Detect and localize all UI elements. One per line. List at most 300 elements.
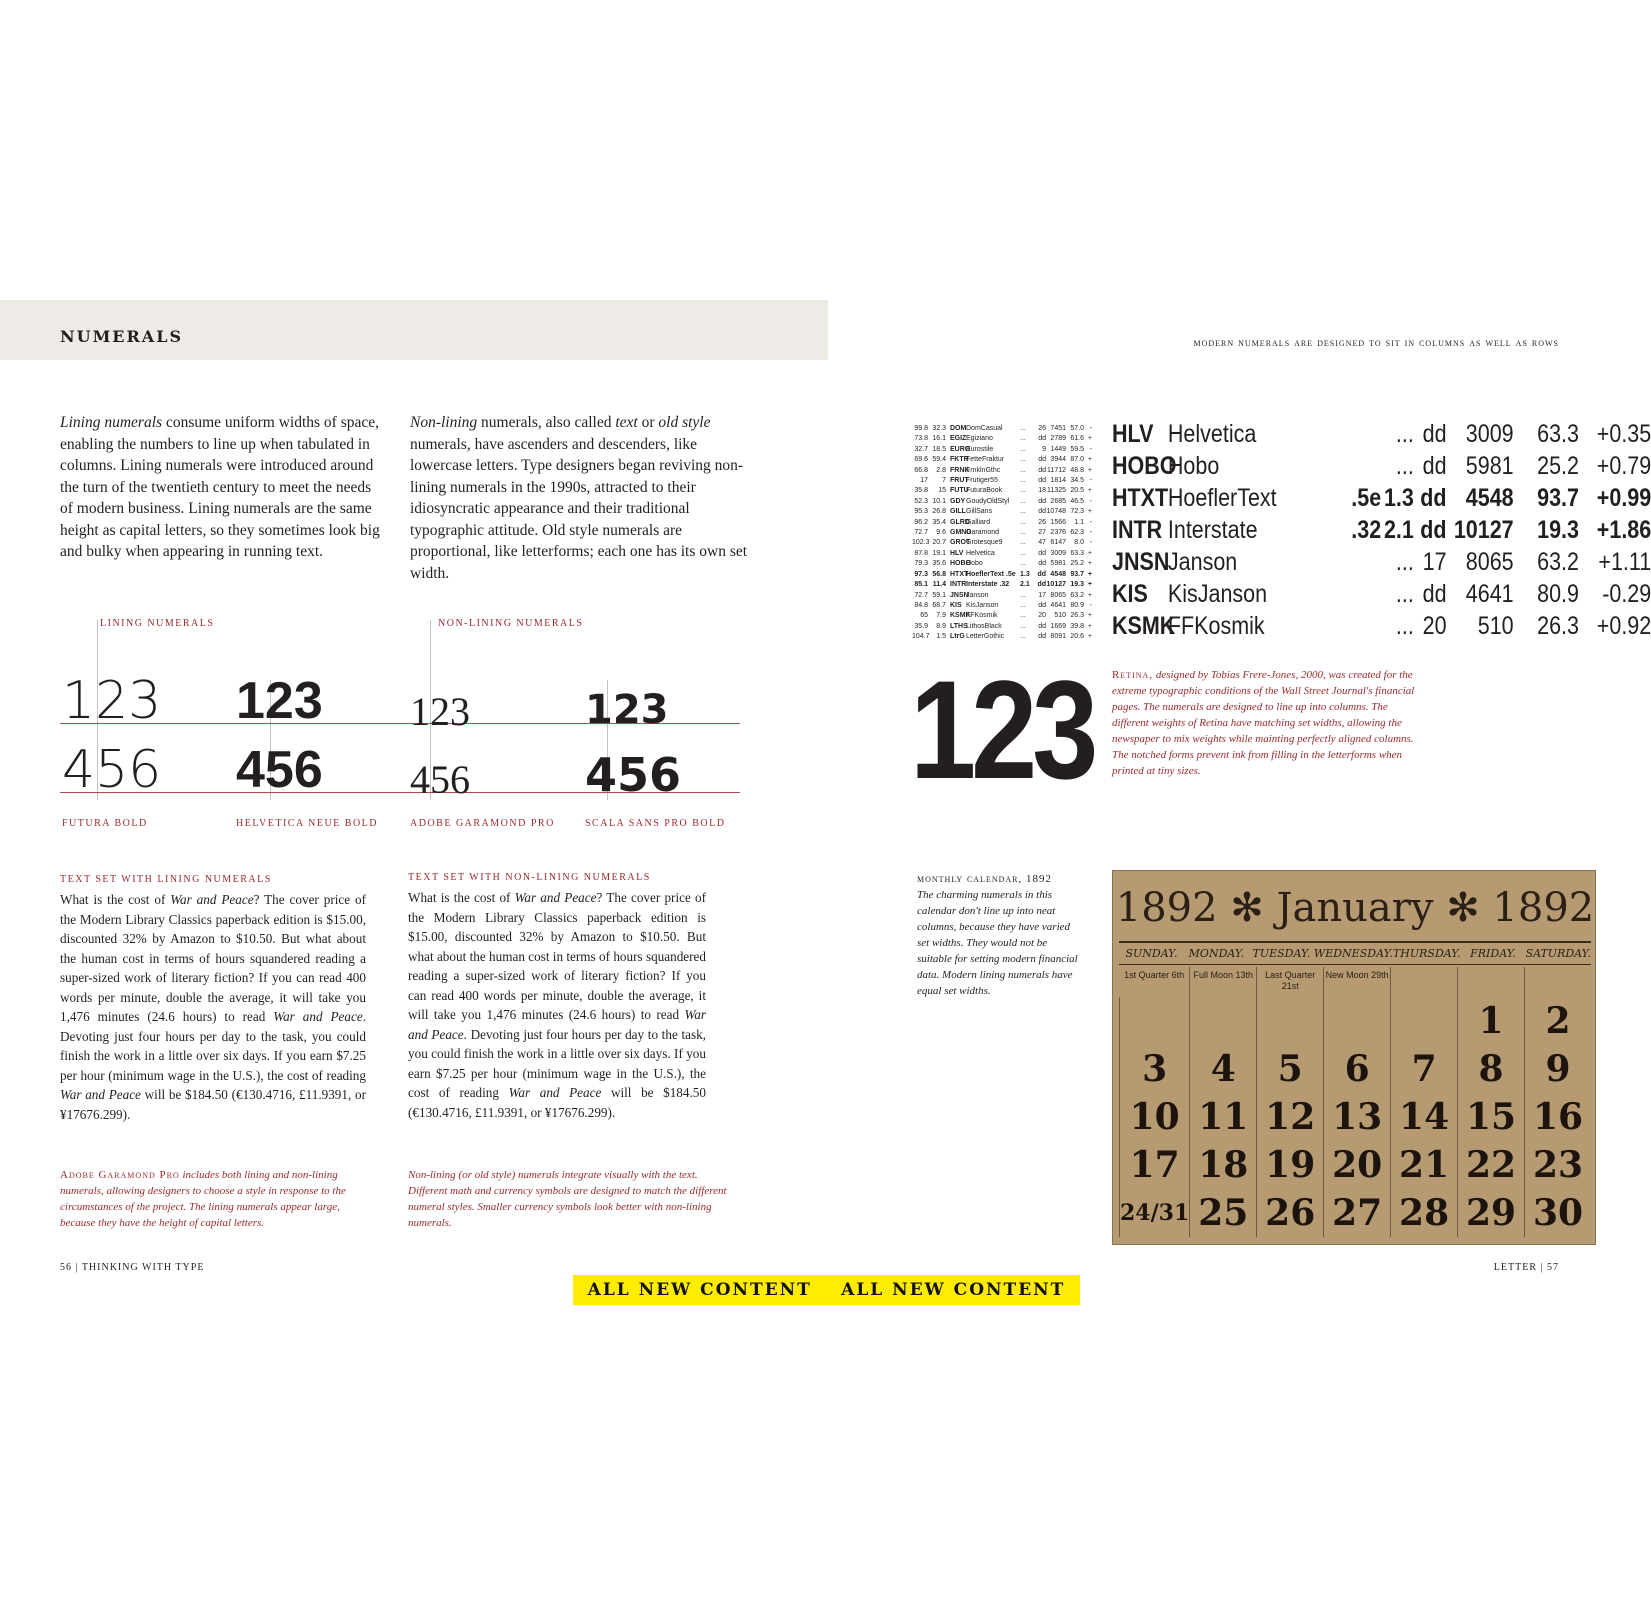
- tiny-table-cell: 5981: [1050, 560, 1066, 568]
- garamond-specimen-456: 456: [410, 757, 470, 802]
- tiny-table-cell: 85.1: [914, 581, 928, 589]
- tiny-table-cell: GDY: [950, 497, 966, 505]
- large-table-cell: Hobo: [1167, 452, 1220, 480]
- tiny-table-cell: 1669: [1050, 622, 1066, 630]
- calendar-day: 27: [1323, 1189, 1390, 1237]
- large-table-row: [1112, 482, 1651, 514]
- calendar-note: monthly calendar, 1892 The charming numerals in this calendar don't line up into neat columns, because they have varied set widths. They would not be suitable for setting modern financial data. Modern lining numerals have equal set widths.: [917, 873, 1078, 997]
- tiny-table-cell: 32.3: [932, 425, 946, 432]
- large-table-cell: 1.3: [1383, 484, 1414, 512]
- calendar-day: 10: [1119, 1093, 1189, 1141]
- tiny-table-cell: 8.0: [1074, 539, 1084, 547]
- tiny-table-cell: FetteFraktur: [966, 456, 1005, 464]
- calendar-moon-phase: New Moon 29th: [1323, 967, 1390, 997]
- tiny-table-cell: ...: [1020, 622, 1026, 630]
- garamond-specimen-123: 123: [410, 689, 470, 734]
- calendar-day: 7: [1390, 1045, 1457, 1093]
- tiny-table-cell: 61.6: [1070, 435, 1084, 443]
- tiny-table-cell: 84.8: [914, 601, 928, 609]
- tiny-table-cell: 52.3: [914, 497, 928, 505]
- tiny-table-cell: +: [1087, 570, 1092, 578]
- helvetica-specimen-456: 456: [236, 741, 323, 799]
- text-non-lining-sample: What is the cost of War and Peace? The cover price of the Modern Library Classics paperback edition is $15.00, discounted 32% by Amazon to $10.50. But what about the human cost in terms of hours squandered reading a super-sized work of literary fiction? If you can read 400 words per minute, double the average, it will take you 1,476 minutes (24.6 hours) to read War and Peace. Devoting just four hours per day to the task, you could finish the work in a little over six days. If you earn $7.25 per hour (minimum wage in the U.S.), the cost of reading War and Peace will be $184.50 (€130.4716, £11.9391, or ¥17676.299).: [408, 890, 706, 1120]
- tiny-table-cell: 35.4: [932, 518, 946, 526]
- tiny-table-cell: dd: [1038, 456, 1046, 464]
- tiny-table-row: [912, 455, 1092, 465]
- font-label-scala: SCALA SANS PRO BOLD: [585, 818, 726, 829]
- tiny-table-cell: 48.8: [1070, 466, 1084, 474]
- calendar-day: 9: [1524, 1045, 1591, 1093]
- calendar-day: 8: [1457, 1045, 1524, 1093]
- large-table-cell: 25.2: [1537, 452, 1579, 480]
- scala-specimen-123: 123: [585, 687, 669, 733]
- large-table-cell: dd: [1420, 516, 1447, 544]
- tiny-table-cell: +: [1087, 435, 1092, 443]
- calendar-moon-phase: Full Moon 13th: [1189, 967, 1256, 997]
- tiny-table-row: [912, 434, 1092, 444]
- calendar-day: 13: [1323, 1093, 1390, 1141]
- calendar-day: 4: [1189, 1045, 1256, 1093]
- non-lining-note: Non-lining (or old style) numerals integrate visually with the text. Different math and currency symbols are designed to match the different numeral styles. Smaller currency symbols look better with non-lining numerals.: [408, 1169, 727, 1229]
- calendar-grid: [1119, 967, 1591, 1237]
- calendar-1892-image: [1112, 870, 1596, 1245]
- footer-left-folio: 56 | THINKING WITH TYPE: [60, 1262, 205, 1273]
- tiny-table-cell: 47: [1038, 539, 1046, 547]
- calendar-day: 28: [1390, 1189, 1457, 1237]
- large-table-cell: [1349, 610, 1382, 642]
- tiny-table-cell: -: [1089, 425, 1092, 432]
- tiny-table-cell: 97.3: [914, 570, 928, 578]
- calendar-weekday: MONDAY.: [1188, 947, 1245, 960]
- tiny-table-cell: -: [1089, 529, 1092, 537]
- tiny-table-cell: 72.7: [914, 591, 928, 599]
- tiny-table-cell: 2.1: [1020, 581, 1030, 589]
- tiny-table-cell: 46.5: [1070, 497, 1084, 505]
- tiny-table-cell: +: [1087, 508, 1092, 516]
- tiny-table-cell: 87.8: [914, 549, 928, 557]
- tiny-table-cell: 9: [1042, 445, 1046, 453]
- tiny-table-cell: 7451: [1050, 425, 1066, 432]
- tiny-table-cell: FRNK: [950, 466, 970, 474]
- tiny-table-cell: 56.8: [932, 570, 946, 578]
- large-table-cell: +0.99: [1596, 484, 1651, 512]
- tiny-table-cell: FRUT: [950, 477, 969, 485]
- calendar-day: 6: [1323, 1045, 1390, 1093]
- tiny-table-cell: 17: [920, 477, 928, 485]
- large-table-cell: Helvetica: [1167, 420, 1257, 448]
- calendar-day: [1256, 997, 1323, 1045]
- tiny-table-cell: JNSN: [950, 591, 969, 599]
- tiny-table-cell: ...: [1020, 445, 1026, 453]
- helvetica-specimen-123: 123: [236, 672, 323, 730]
- tiny-table-cell: Hobo: [966, 560, 983, 568]
- tiny-table-cell: ...: [1020, 466, 1026, 474]
- tiny-table-cell: -: [1089, 445, 1092, 453]
- tiny-table-cell: 35.6: [932, 560, 946, 568]
- calendar-weekday-row: [1119, 941, 1591, 965]
- tiny-table-cell: GillSans: [966, 508, 993, 516]
- calendar-moon-phase: 1st Quarter 6th: [1124, 970, 1185, 980]
- tiny-table-cell: 34.5: [1070, 477, 1084, 485]
- tiny-table-cell: 7.9: [936, 612, 946, 620]
- tiny-table-cell: 59.1: [932, 591, 946, 599]
- tiny-table-row: [912, 538, 1092, 548]
- tiny-table-cell: 17: [1038, 591, 1046, 599]
- tiny-table-cell: 27: [1038, 529, 1046, 537]
- calendar-day: 25: [1189, 1189, 1256, 1237]
- tiny-table-cell: +: [1087, 456, 1092, 464]
- large-table-cell: Interstate: [1167, 516, 1258, 544]
- tiny-table-cell: +: [1087, 622, 1092, 630]
- tiny-table-cell: 59.4: [932, 456, 946, 464]
- tiny-table-row: [912, 591, 1092, 601]
- tiny-table-cell: 18: [1038, 487, 1046, 495]
- tiny-table-cell: ...: [1020, 539, 1026, 547]
- tiny-table-cell: 80.9: [1070, 601, 1084, 609]
- tiny-table-cell: GILL: [950, 508, 966, 516]
- large-table-cell: dd: [1422, 452, 1447, 480]
- font-label-futura: FUTURA BOLD: [62, 818, 148, 829]
- large-table-cell: 8065: [1465, 548, 1514, 576]
- large-table-row: [1112, 578, 1651, 610]
- large-table-row: [1112, 546, 1651, 578]
- tiny-table-row: [912, 518, 1092, 528]
- tiny-table-cell: dd: [1038, 560, 1046, 568]
- tiny-table-cell: 510: [1054, 612, 1066, 620]
- tiny-table-cell: 65: [920, 612, 928, 620]
- calendar-weekday: WEDNESDAY.: [1313, 947, 1393, 960]
- large-table-cell: 93.7: [1537, 484, 1579, 512]
- tiny-table-cell: 2685: [1050, 497, 1066, 505]
- large-table-cell: 20: [1422, 612, 1447, 640]
- large-table-cell: 3009: [1465, 420, 1514, 448]
- tiny-table-cell: Garamond: [966, 529, 1000, 537]
- calendar-moon-phase: [1524, 967, 1591, 997]
- tiny-table-cell: 10127: [1046, 581, 1066, 589]
- large-table-cell: 4641: [1465, 580, 1514, 608]
- large-table-cell: INTR: [1112, 516, 1163, 544]
- tiny-table-cell: FUTU: [950, 487, 969, 495]
- tiny-table-cell: LTHS: [950, 622, 968, 630]
- calendar-moon-phase: [1457, 967, 1524, 997]
- tiny-table-cell: GROT: [950, 539, 971, 547]
- tiny-table-cell: Grotesque9: [966, 539, 1003, 547]
- calendar-day: 17: [1119, 1141, 1189, 1189]
- tiny-table-cell: FrnklnGthc: [966, 466, 1001, 474]
- large-table-cell: +0.92: [1596, 612, 1651, 640]
- scala-specimen-456: 456: [585, 748, 682, 802]
- banner-text: ALL NEW CONTENT: [587, 1280, 812, 1300]
- tiny-table-cell: HOBO: [950, 560, 971, 568]
- calendar-day: 14: [1390, 1093, 1457, 1141]
- tiny-table-cell: 59.5: [1070, 445, 1084, 453]
- tiny-table-cell: 1.5: [936, 633, 946, 641]
- large-table-cell: HOBO: [1112, 452, 1177, 480]
- tiny-table-row: [912, 570, 1092, 580]
- tiny-table-row: [912, 611, 1092, 621]
- calendar-day: [1119, 997, 1189, 1045]
- retina-caption: Retina, designed by Tobias Frere-Jones, 2000, was created for the extreme typographic conditions of the Wall Street Journal's financial pages. The numerals are designed to line up into columns. The different weights of Retina have matching set widths, allowing the newspaper to mix weights while mainting perfectly aligned columns. The notched forms prevent ink from filling in the letterforms when printed at tiny sizes.: [1112, 669, 1415, 777]
- tiny-table-cell: HoeflerText .5e: [966, 570, 1016, 578]
- tiny-table-cell: ...: [1020, 508, 1026, 516]
- tiny-table-row: [912, 528, 1092, 538]
- tiny-table-cell: 2376: [1050, 529, 1066, 537]
- tiny-table-cell: 2789: [1050, 435, 1066, 443]
- large-table-cell: +1.86: [1596, 516, 1651, 544]
- calendar-day: 3: [1119, 1045, 1189, 1093]
- tiny-table-cell: Frutiger55: [966, 477, 998, 485]
- calendar-day: 26: [1256, 1189, 1323, 1237]
- tiny-table-cell: 8065: [1050, 591, 1066, 599]
- page-caption: modern numerals are designed to sit in columns as well as rows: [1193, 335, 1559, 349]
- large-table-cell: 19.3: [1537, 516, 1579, 544]
- tiny-table-row: [912, 424, 1092, 434]
- tiny-table-cell: 7: [942, 477, 946, 485]
- tiny-table-cell: GMND: [950, 529, 972, 537]
- tiny-table-cell: GoudyOldStyl: [966, 497, 1010, 505]
- tiny-table-cell: GLRD: [950, 518, 970, 526]
- tiny-table-cell: 8.9: [936, 622, 946, 630]
- tiny-table-cell: 57.0: [1070, 425, 1084, 432]
- tiny-table-cell: ...: [1020, 560, 1026, 568]
- tiny-table-cell: DomCasual: [966, 425, 1003, 432]
- tiny-table-cell: 104.7: [912, 633, 930, 641]
- tiny-table-cell: EGIZ: [950, 435, 967, 443]
- tiny-table-cell: 63.3: [1070, 549, 1084, 557]
- tiny-table-cell: 79.3: [914, 560, 928, 568]
- futura-specimen-456: 456: [62, 740, 162, 800]
- tiny-table-cell: ...: [1020, 612, 1026, 620]
- tiny-table-cell: 35.8: [914, 487, 928, 495]
- calendar-day: 24/31: [1119, 1189, 1189, 1237]
- tiny-table-cell: Eurostile: [966, 445, 994, 453]
- tiny-table-row: [912, 622, 1092, 632]
- large-table-cell: HTXT: [1112, 484, 1169, 512]
- tiny-table-cell: 68.7: [932, 601, 946, 609]
- tiny-table-cell: -: [1089, 497, 1092, 505]
- tiny-table-row: [912, 445, 1092, 455]
- non-lining-numerals-label: NON-LINING NUMERALS: [438, 618, 584, 629]
- calendar-day: [1189, 997, 1256, 1045]
- tiny-table-cell: 72.3: [1070, 508, 1084, 516]
- section-title: NUMERALS: [60, 327, 183, 346]
- tiny-table-cell: FuturaBook: [966, 487, 1003, 495]
- tiny-table-cell: -: [1089, 518, 1092, 526]
- large-table-cell: 2.1: [1383, 516, 1414, 544]
- tiny-table-cell: +: [1087, 591, 1092, 599]
- tiny-table-cell: ...: [1020, 497, 1026, 505]
- banner-text: ALL NEW CONTENT: [841, 1280, 1066, 1300]
- calendar-day: 22: [1457, 1141, 1524, 1189]
- large-table-cell: 4548: [1465, 484, 1514, 512]
- tiny-table-cell: 9.6: [936, 529, 946, 537]
- tiny-table-cell: 19.3: [1070, 581, 1084, 589]
- tiny-table-cell: 26: [1038, 518, 1046, 526]
- tiny-table-cell: EURO: [950, 445, 971, 453]
- tiny-table-cell: 63.2: [1070, 591, 1084, 599]
- large-table-cell: dd: [1422, 580, 1447, 608]
- tiny-table-cell: 1.3: [1020, 570, 1030, 578]
- tiny-table-cell: 62.3: [1070, 529, 1084, 537]
- calendar-day: 2: [1524, 997, 1591, 1045]
- tiny-table-cell: 2.8: [936, 466, 946, 474]
- large-table-row: [1112, 514, 1651, 546]
- large-table-cell: KisJanson: [1167, 580, 1268, 608]
- tiny-table-cell: HTXT: [950, 570, 969, 578]
- tiny-table-cell: 10748: [1046, 508, 1066, 516]
- tiny-table-row: [912, 559, 1092, 569]
- tiny-table-cell: 1449: [1050, 445, 1066, 453]
- calendar-weekday: THURSDAY.: [1392, 947, 1461, 960]
- tiny-table-cell: 15: [938, 487, 946, 495]
- text-lining-sample: What is the cost of War and Peace? The cover price of the Modern Library Classics paperback edition is $15.00, discounted 32% by Amazon to $10.50. But what about the human cost in terms of hours squandered reading a super-sized work of literary fiction? If you can read 400 words per minute, double the average, it will take you 1,476 minutes (24.6 hours) to read War and Peace. Devoting just four hours per day to the task, you could finish the work in a little over six days. If you earn $7.25 per hour (minimum wage in the U.S.), the cost of reading War and Peace will be $184.50 (€130.4716, £11.9391, or ¥17676.299).: [60, 892, 366, 1122]
- tiny-table-cell: 16.1: [932, 435, 946, 443]
- tiny-table-cell: ...: [1020, 549, 1026, 557]
- tiny-stock-table: [912, 424, 1092, 643]
- tiny-table-cell: 11325: [1047, 487, 1066, 495]
- tiny-table-cell: ...: [1020, 477, 1026, 485]
- tiny-table-cell: 26: [1038, 425, 1046, 432]
- tiny-table-cell: 25.2: [1070, 560, 1084, 568]
- tiny-table-cell: dd: [1037, 570, 1046, 578]
- tiny-table-cell: dd: [1038, 477, 1046, 485]
- tiny-table-cell: +: [1087, 487, 1092, 495]
- tiny-table-cell: 1814: [1050, 477, 1066, 485]
- tiny-table-cell: ...: [1020, 435, 1026, 443]
- large-table-cell: 17: [1422, 548, 1447, 576]
- tiny-table-cell: HLV: [950, 549, 964, 557]
- tiny-table-cell: Egiziano: [966, 435, 993, 443]
- large-table-cell: dd: [1422, 420, 1447, 448]
- tiny-table-cell: 8091: [1050, 633, 1066, 641]
- tiny-table-cell: dd: [1038, 601, 1046, 609]
- large-table-cell: [1349, 418, 1382, 450]
- tiny-table-cell: 26.3: [1070, 612, 1084, 620]
- tiny-table-cell: +: [1087, 581, 1092, 589]
- footer-right-folio: LETTER | 57: [1493, 1262, 1559, 1273]
- tiny-table-cell: 11712: [1047, 466, 1066, 474]
- tiny-table-cell: Janson: [966, 591, 989, 599]
- garamond-note: Adobe Garamond Pro includes both lining and non-lining numerals, allowing designers to choose a style in response to the circumstances of the project. The lining numerals appear large, because they have the height of capital letters.: [60, 1169, 346, 1229]
- large-table-cell: Janson: [1167, 548, 1238, 576]
- large-table-cell: ...: [1395, 580, 1414, 608]
- calendar-weekday: SUNDAY.: [1125, 947, 1178, 960]
- calendar-day: 20: [1323, 1141, 1390, 1189]
- tiny-table-cell: 18.5: [932, 445, 946, 453]
- tiny-table-cell: 102.3: [912, 539, 930, 547]
- tiny-table-cell: 20.5: [1070, 487, 1084, 495]
- tiny-table-cell: FKTR: [950, 456, 969, 464]
- large-table-cell: [1349, 450, 1382, 482]
- tiny-table-cell: Galliard: [966, 518, 991, 526]
- large-table-cell: 80.9: [1537, 580, 1579, 608]
- tiny-table-cell: 6147: [1050, 539, 1066, 547]
- tiny-table-cell: 99.8: [914, 425, 928, 432]
- large-table-cell: HLV: [1112, 420, 1154, 448]
- tiny-table-cell: ...: [1020, 425, 1026, 432]
- tiny-table-cell: +: [1087, 466, 1092, 474]
- text-lining-label: TEXT SET WITH LINING NUMERALS: [60, 874, 272, 885]
- large-table-cell: 510: [1477, 612, 1514, 640]
- tiny-table-row: [912, 476, 1092, 486]
- tiny-table-cell: -: [1089, 477, 1092, 485]
- calendar-day: 5: [1256, 1045, 1323, 1093]
- tiny-table-cell: ...: [1020, 601, 1026, 609]
- tiny-table-cell: 1.1: [1074, 518, 1084, 526]
- large-table-cell: [1349, 546, 1382, 578]
- tiny-table-cell: 95.3: [914, 508, 928, 516]
- tiny-table-cell: ...: [1020, 487, 1026, 495]
- tiny-table-cell: 72.7: [914, 529, 928, 537]
- tiny-table-cell: KIS: [950, 601, 962, 609]
- tiny-table-cell: 69.6: [914, 456, 928, 464]
- tiny-table-cell: LetterGothic: [966, 633, 1005, 641]
- tiny-table-cell: 39.8: [1070, 622, 1084, 630]
- tiny-table-cell: LtrG: [950, 633, 965, 641]
- large-table-cell: ...: [1395, 420, 1414, 448]
- large-table-cell: 5981: [1465, 452, 1514, 480]
- tiny-table-cell: INTR: [950, 581, 967, 589]
- large-table-cell: +1.11: [1598, 548, 1651, 576]
- tiny-table-cell: KSMK: [950, 612, 971, 620]
- tiny-table-cell: 35.9: [914, 622, 928, 630]
- large-table-cell: 10127: [1453, 516, 1514, 544]
- tiny-table-cell: -: [1089, 601, 1092, 609]
- tiny-table-cell: 20: [1038, 612, 1046, 620]
- text-non-lining-label: TEXT SET WITH NON-LINING NUMERALS: [408, 872, 651, 883]
- large-table-cell: ...: [1395, 548, 1414, 576]
- calendar-day: 15: [1457, 1093, 1524, 1141]
- tiny-table-cell: +: [1087, 612, 1092, 620]
- calendar-day: [1390, 997, 1457, 1045]
- large-table-cell: 63.2: [1537, 548, 1579, 576]
- tiny-table-cell: +: [1087, 560, 1092, 568]
- tiny-table-row: [912, 632, 1092, 642]
- calendar-day: 19: [1256, 1141, 1323, 1189]
- calendar-weekday: FRIDAY.: [1470, 947, 1517, 960]
- large-table-cell: 26.3: [1537, 612, 1579, 640]
- futura-specimen-123: 123: [62, 671, 162, 731]
- tiny-table-cell: 20.6: [1070, 633, 1084, 641]
- large-table-cell: HoeflerText: [1167, 484, 1277, 512]
- calendar-weekday: SATURDAY.: [1525, 947, 1592, 960]
- non-lining-intro-paragraph: Non-lining numerals, also called text or old style numerals, have ascenders and descenders, like lowercase letters. Type designers began reviving non-lining numerals in the 1990s, attracted to their idiosyncratic appearance and their traditional typographic attitude. Old style numerals are proportional, like letterforms; each one has its own set width.: [410, 414, 748, 582]
- tiny-table-cell: 32.7: [914, 445, 928, 453]
- tiny-table-cell: 10.1: [932, 497, 946, 505]
- tiny-table-cell: -: [1089, 539, 1092, 547]
- tiny-table-cell: dd: [1038, 435, 1046, 443]
- large-stock-table: [1112, 418, 1651, 642]
- tiny-table-cell: 4548: [1050, 570, 1066, 578]
- tiny-table-cell: 87.0: [1070, 456, 1084, 464]
- tiny-table-cell: dd: [1038, 466, 1046, 474]
- large-table-cell: ...: [1395, 452, 1414, 480]
- large-table-cell: [1349, 578, 1382, 610]
- font-label-garamond: ADOBE GARAMOND PRO: [410, 818, 555, 829]
- tiny-table-cell: 3944: [1050, 456, 1066, 464]
- tiny-table-cell: FFKosmik: [966, 612, 998, 620]
- calendar-day: 21: [1390, 1141, 1457, 1189]
- tiny-table-cell: 11.4: [932, 581, 946, 589]
- calendar-moon-phase: [1390, 967, 1457, 997]
- tiny-table-cell: ...: [1020, 529, 1026, 537]
- tiny-table-row: [912, 486, 1092, 496]
- large-table-cell: +0.35: [1596, 420, 1651, 448]
- tiny-table-cell: KisJanson: [966, 601, 999, 609]
- large-table-cell: -0.29: [1602, 580, 1651, 608]
- tiny-table-row: [912, 507, 1092, 517]
- large-table-row: [1112, 418, 1651, 450]
